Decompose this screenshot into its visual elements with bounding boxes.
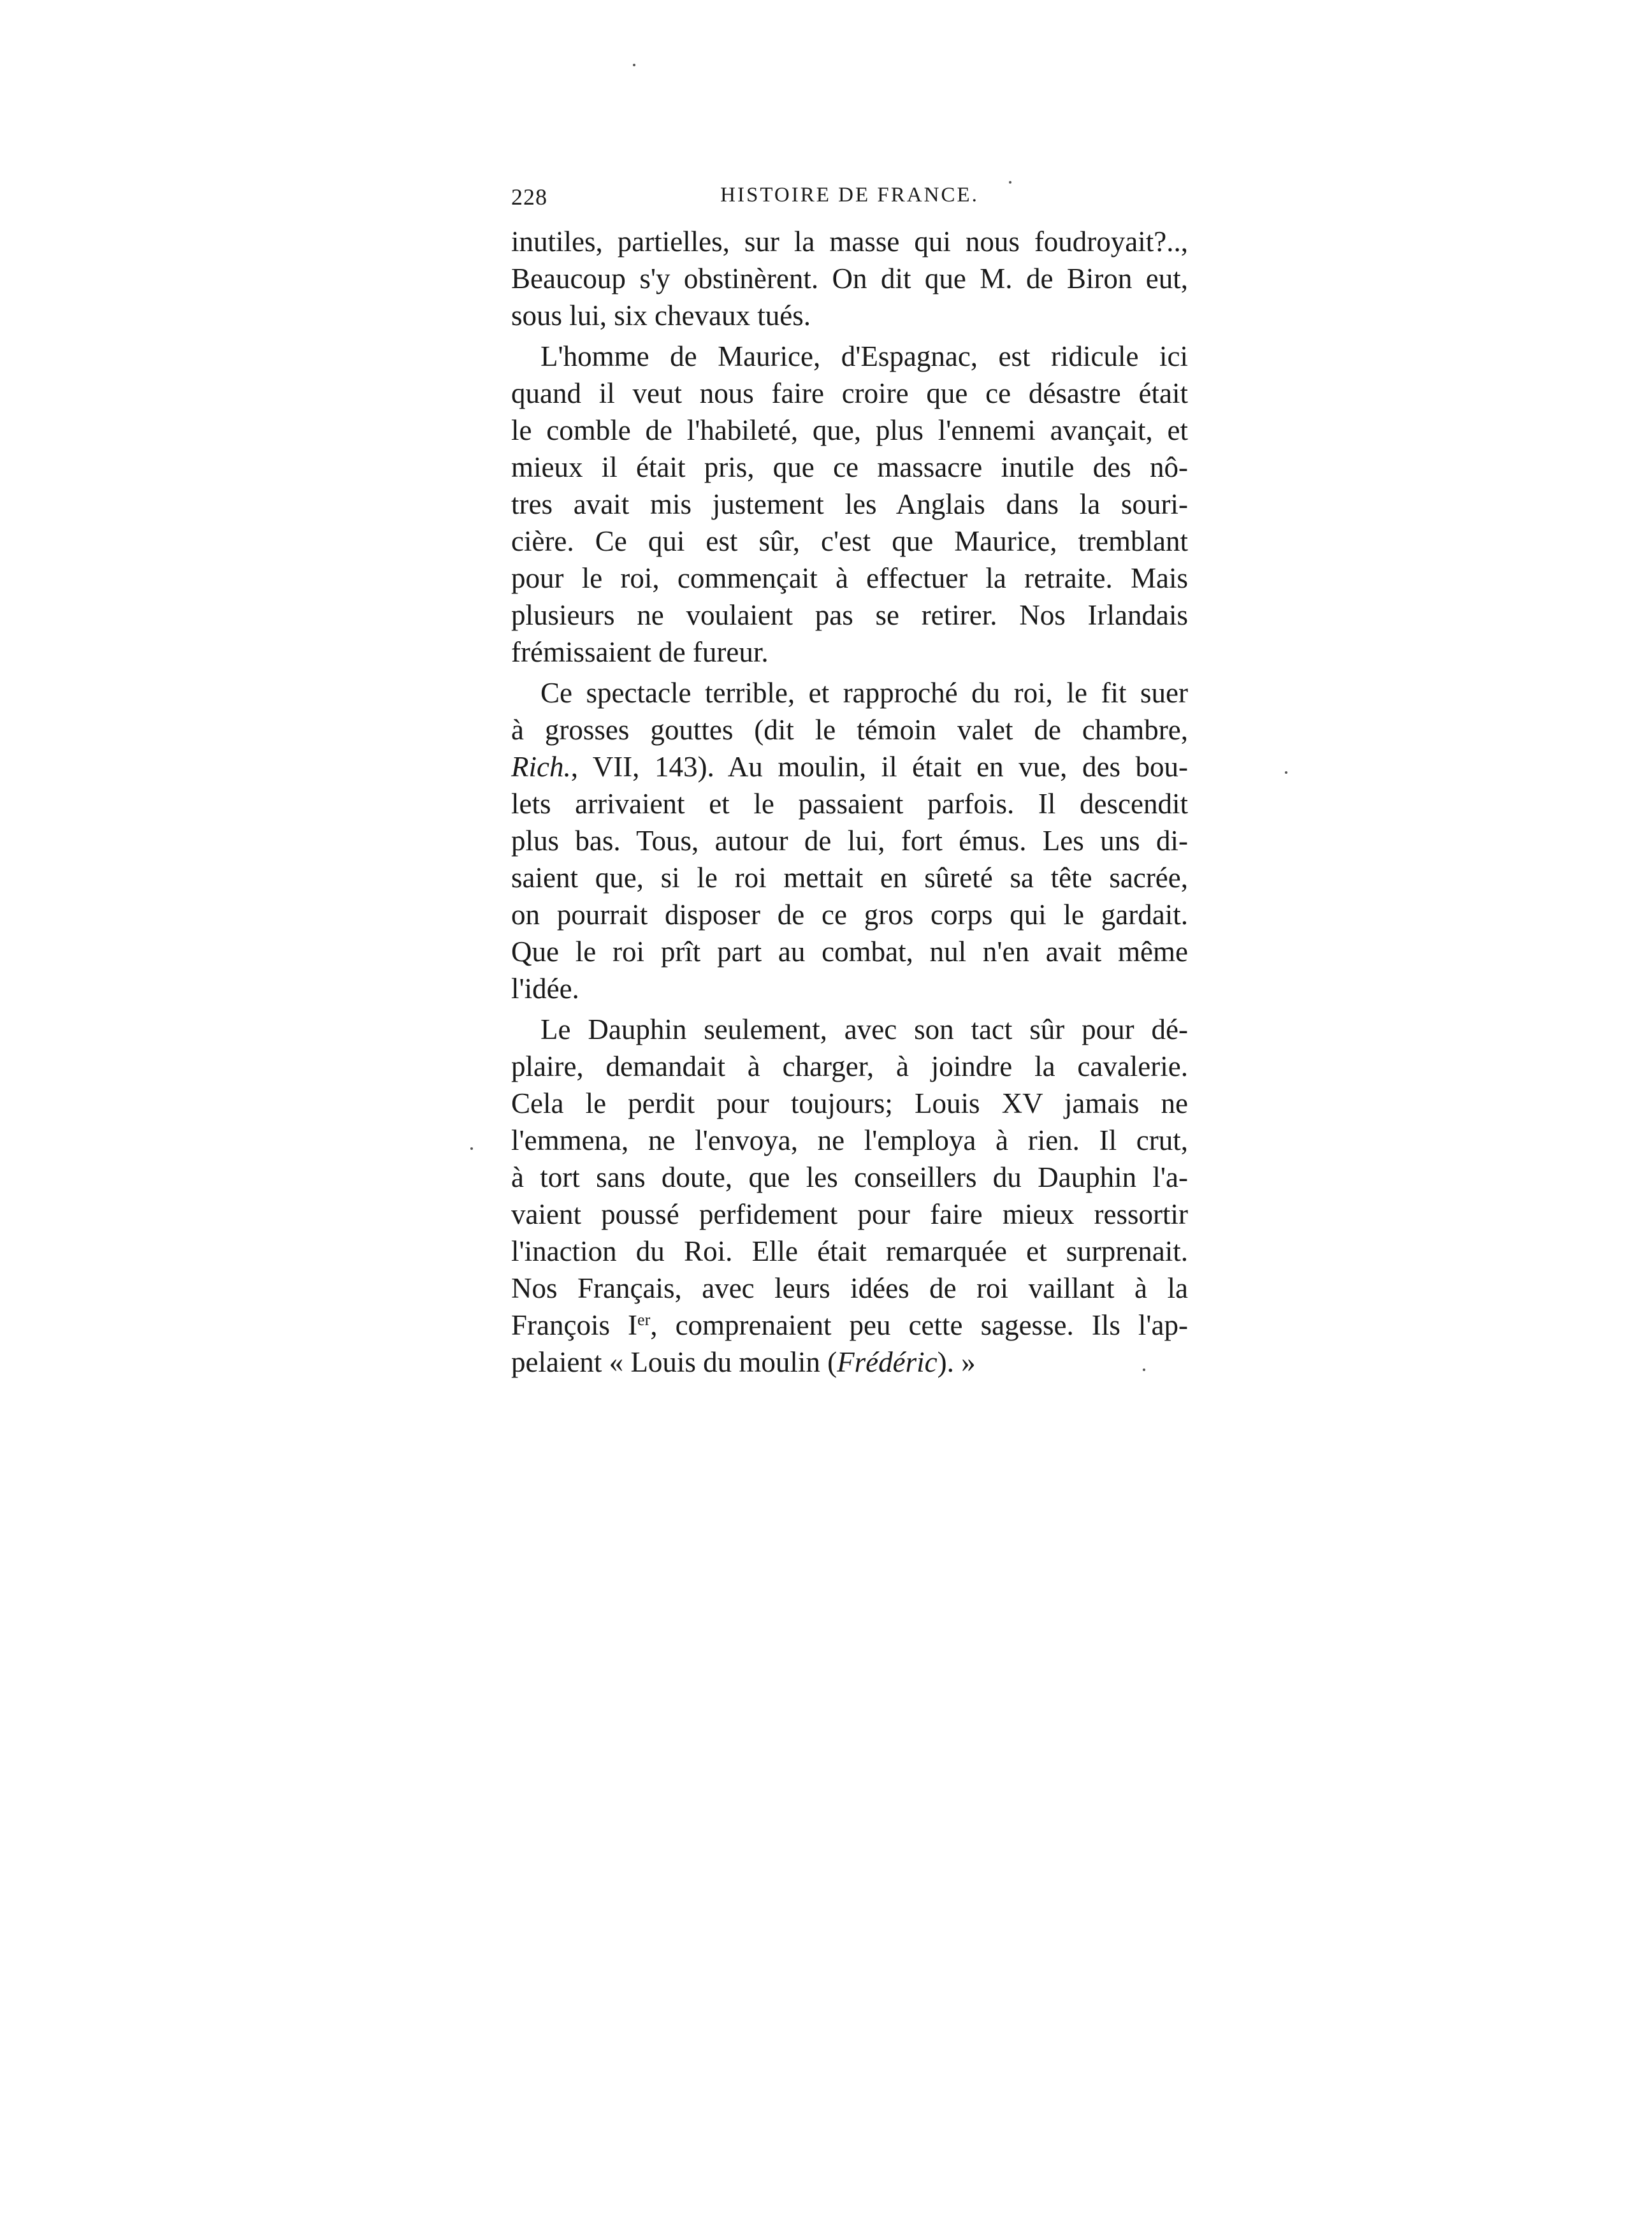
paragraph [511, 1011, 1188, 1381]
text-line: Nos Français, avec leurs idées de roi vaillant à la [511, 1272, 1188, 1304]
text-line: plaire, demandait à charger, à joindre la cavalerie. [511, 1050, 1188, 1082]
text-line [511, 748, 1188, 785]
text-line: L'homme de Maurice, d'Espagnac, est ridicule ici [540, 340, 1188, 372]
text-line: on pourrait disposer de ce gros corps qui le gardait. [511, 899, 1188, 931]
text-line: Cela le perdit pour toujours; Louis XV jamais ne [511, 1087, 1188, 1119]
text-fragment: , VII, 143). Au moulin, il était en vue, des bou- [570, 751, 1188, 783]
scan-speck [1285, 771, 1287, 774]
text-line: le comble de l'habileté, que, plus l'ennemi avançait, et [511, 414, 1188, 446]
text-line: plusieurs ne voulaient pas se retirer. Nos Irlandais [511, 599, 1188, 631]
italic-name: Frédéric [837, 1346, 938, 1378]
scan-speck [1009, 181, 1011, 184]
text-fragment: pelaient « Louis du moulin ( [511, 1346, 837, 1378]
running-head: HISTOIRE DE FRANCE. [720, 184, 979, 207]
text-fragment: , comprenaient peu cette sagesse. Ils l'ap- [650, 1309, 1188, 1341]
text-fragment: ). » [937, 1346, 976, 1378]
text-line: Ce spectacle terrible, et rapproché du roi, le fit suer [540, 677, 1188, 709]
text-line: pour le roi, commençait à effectuer la retraite. Mais [511, 562, 1188, 594]
text-line [511, 1307, 1188, 1344]
text-line: plus bas. Tous, autour de lui, fort émus. Les uns di- [511, 825, 1188, 857]
text-line: inutiles, partielles, sur la masse qui nous foudroyait?.., [511, 226, 1188, 258]
text-line: sous lui, six chevaux tués. [511, 300, 811, 331]
text-line: saient que, si le roi mettait en sûreté sa tête sacrée, [511, 862, 1188, 894]
text-fragment: François I [511, 1309, 638, 1341]
text-line: Le Dauphin seulement, avec son tact sûr pour dé- [540, 1013, 1188, 1045]
paragraph [511, 223, 1188, 334]
text-line: quand il veut nous faire croire que ce désastre était [511, 377, 1188, 409]
text-line: tres avait mis justement les Anglais dans la souri- [511, 488, 1188, 520]
text-line: l'emmena, ne l'envoya, ne l'employa à rien. Il crut, [511, 1124, 1188, 1156]
page-body [511, 223, 1188, 1381]
text-line: à grosses gouttes (dit le témoin valet de chambre, [511, 714, 1188, 746]
scan-speck [470, 1147, 473, 1150]
text-line: vaient poussé perfidement pour faire mieux ressortir [511, 1198, 1188, 1230]
text-line [511, 1344, 1188, 1381]
text-line: cière. Ce qui est sûr, c'est que Maurice, tremblant [511, 525, 1188, 557]
text-line: Beaucoup s'y obstinèrent. On dit que M. de Biron eut, [511, 263, 1188, 294]
text-line: l'idée. [511, 973, 579, 1005]
italic-reference: Rich. [511, 751, 571, 783]
text-line: lets arrivaient et le passaient parfois. Il descendit [511, 788, 1188, 820]
paragraph [511, 674, 1188, 1007]
text-line: à tort sans doute, que les conseillers du Dauphin l'a- [511, 1161, 1188, 1193]
scan-speck [633, 64, 635, 66]
page-header [511, 184, 1188, 222]
text-line: l'inaction du Roi. Elle était remarquée et surprenait. [511, 1235, 1188, 1267]
page-number: 228 [511, 184, 547, 210]
paragraph [511, 338, 1188, 671]
text-line: mieux il était pris, que ce massacre inutile des nô- [511, 451, 1188, 483]
scan-speck [1143, 1368, 1145, 1371]
text-line: Que le roi prît part au combat, nul n'en avait même [511, 936, 1188, 968]
text-line: frémissaient de fureur. [511, 636, 769, 668]
superscript: er [637, 1310, 651, 1329]
